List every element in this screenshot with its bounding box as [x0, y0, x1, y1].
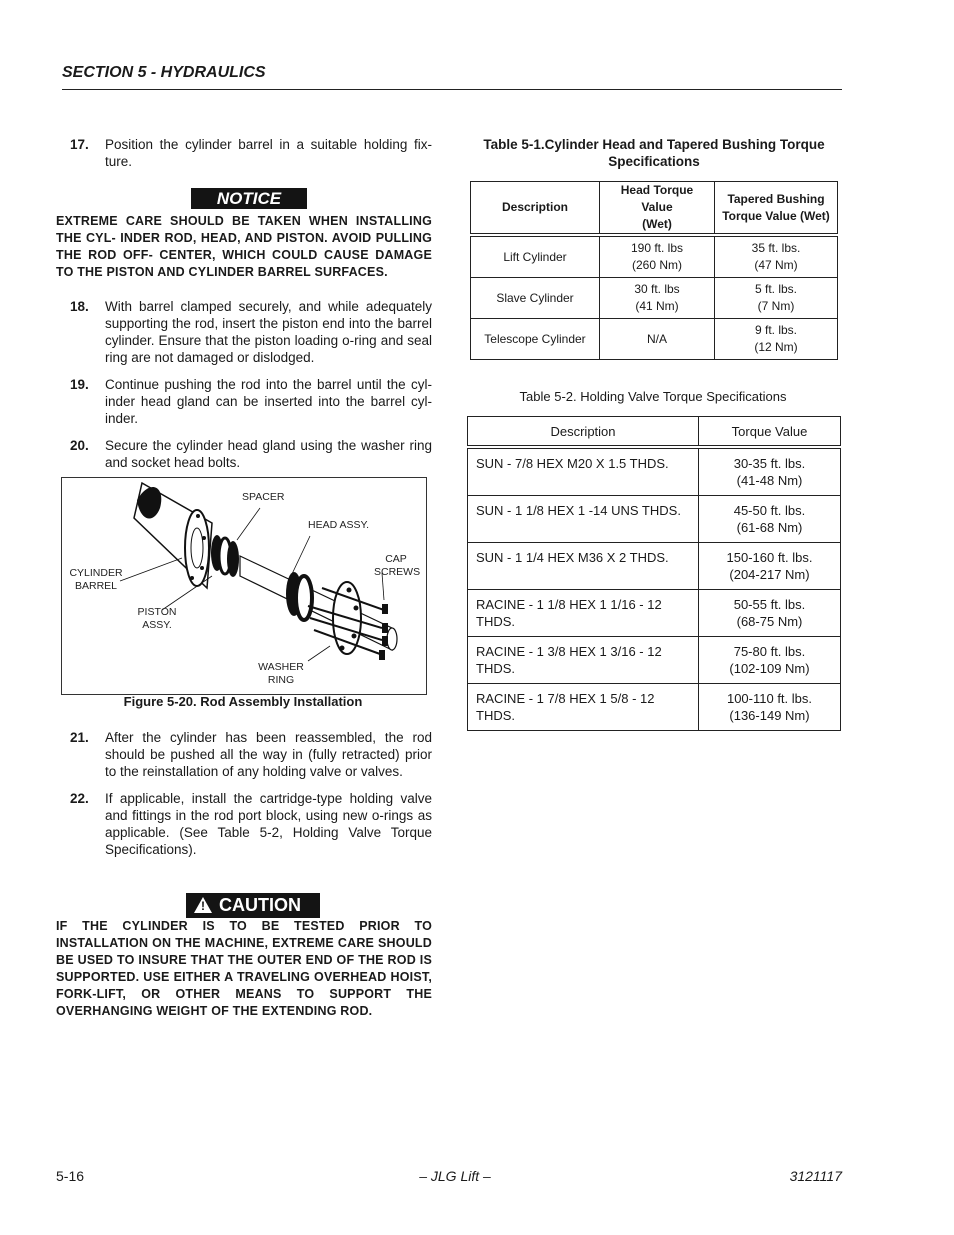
cell-text: Lift Cylinder: [503, 249, 567, 264]
cell: [715, 235, 838, 278]
label-cylinder-barrel: [68, 567, 124, 593]
cell-text: 100-110 ft. lbs.: [726, 691, 813, 706]
label-head-assy: HEAD ASSY.: [308, 519, 370, 531]
cell: [600, 235, 715, 278]
cell-text: (68-75 Nm): [736, 614, 803, 629]
cell-text: 30-35 ft. lbs.: [733, 456, 806, 471]
cell-torque: [699, 496, 841, 543]
header-description: [471, 182, 600, 236]
cell-text: 45-50 ft. lbs.: [733, 503, 806, 518]
cell-text: 50-55 ft. lbs.: [733, 597, 806, 612]
step-text: Secure the cylinder head gland using the washer ring and socket head bolts.: [105, 438, 432, 470]
caution-label: [186, 893, 320, 918]
cell: [600, 319, 715, 360]
notice-label: NOTICE: [191, 188, 307, 209]
cell: [471, 235, 600, 278]
cell-text: 30 ft. lbs: [634, 282, 680, 296]
header-text: Torque Value (Wet): [722, 208, 830, 223]
cell-torque: [699, 684, 841, 731]
table2-title: Table 5-2. Holding Valve Torque Specifications: [519, 389, 787, 404]
footer-publisher: – JLG Lift –: [419, 1168, 491, 1184]
cell-text: (41-48 Nm): [736, 473, 803, 488]
rod-assembly-figure: [61, 477, 427, 695]
cell-text: Telescope Cylinder: [484, 331, 586, 346]
cell-text: (204-217 Nm): [729, 567, 810, 582]
cell: [715, 319, 838, 360]
cell-description: RACINE - 1 1/8 HEX 1 1/16 - 12 THDS.: [468, 590, 699, 637]
step-text: With barrel clamped securely, and while adequately supporting the rod, insert the piston end into the barrel cylinder. Ensure that the piston loading o-ring and seal ring are not damaged or dislodged.: [105, 299, 432, 365]
cell-text: 9 ft. lbs.: [754, 323, 798, 337]
label-cap-screws: [374, 553, 421, 579]
cell-text: (41 Nm): [635, 299, 679, 313]
label-piston-assy: [134, 606, 180, 632]
step-19: [70, 376, 432, 427]
header-text: Head Torque Value: [620, 183, 694, 214]
label-piston-assy-line1: PISTON: [137, 606, 177, 618]
step-17: [70, 136, 432, 170]
cell-description: SUN - 1 1/4 HEX M36 X 2 THDS.: [468, 543, 699, 590]
cell-description: RACINE - 1 3/8 HEX 1 3/16 - 12 THDS.: [468, 637, 699, 684]
header-text: (Wet): [642, 217, 672, 231]
cell-text: 5 ft. lbs.: [754, 282, 798, 296]
cell-text: 75-80 ft. lbs.: [733, 644, 806, 659]
label-washer-ring-line1: WASHER: [258, 661, 304, 673]
table1-title-line2: Specifications: [608, 154, 700, 169]
table-row: [468, 496, 841, 543]
table-row: [468, 447, 841, 496]
step-22: [70, 790, 432, 858]
step-text: Position the cylinder barrel in a suitable holding fix- ture.: [105, 137, 432, 169]
header-torque-value: Torque Value: [699, 417, 841, 448]
step-text: Continue pushing the rod into the barrel until the cyl- inder head gland can be inserted into the barrel cyl- inder.: [105, 377, 432, 426]
label-cap-screws-line2: SCREWS: [374, 566, 421, 578]
step-number: 20.: [70, 438, 89, 453]
figure-caption: Figure 5-20. Rod Assembly Installation: [123, 694, 363, 709]
cell: [471, 278, 600, 319]
label-washer-ring: [256, 661, 306, 687]
table-row: [468, 590, 841, 637]
table-row: [471, 278, 838, 319]
cell: [600, 278, 715, 319]
label-cylinder-barrel-line1: CYLINDER: [69, 567, 123, 579]
cell-torque: [699, 637, 841, 684]
table-header-row: [468, 417, 841, 448]
table1-title: [470, 136, 838, 170]
label-cylinder-barrel-line2: BARREL: [74, 580, 117, 592]
cell-description: SUN - 1 1/8 HEX 1 -14 UNS THDS.: [468, 496, 699, 543]
header-text: Tapered Bushing: [727, 191, 825, 206]
step-number: 19.: [70, 377, 89, 392]
page-number: 5-16: [56, 1168, 85, 1184]
holding-valve-torque-table: [467, 416, 841, 731]
header-text: Description: [501, 200, 568, 214]
cell-text: Slave Cylinder: [496, 290, 574, 305]
table1-title-line1: Table 5-1.Cylinder Head and Tapered Bushing Torque: [483, 137, 825, 152]
header-head-torque: [600, 182, 715, 236]
cell-description: RACINE - 1 7/8 HEX 1 5/8 - 12 THDS.: [468, 684, 699, 731]
table-row: [468, 637, 841, 684]
cell-torque: [699, 543, 841, 590]
table-row: [468, 543, 841, 590]
label-cap-screws-line1: CAP: [385, 553, 407, 565]
step-number: 22.: [70, 791, 89, 806]
table-row: [471, 235, 838, 278]
section-title: SECTION 5 - HYDRAULICS: [62, 64, 266, 81]
cell: [471, 319, 600, 360]
cell-text: (47 Nm): [754, 258, 798, 272]
notice-text: EXTREME CARE SHOULD BE TAKEN WHEN INSTALLING THE CYL- INDER ROD, HEAD, AND PISTON. AVOID PULLING THE ROD OFF- CENTER, WHICH COULD CAUSE DAMAGE TO THE PISTON AND CYLINDER BARREL SURFACES.: [56, 214, 432, 279]
cell-text: 150-160 ft. lbs.: [726, 550, 813, 565]
label-washer-ring-line2: RING: [267, 674, 295, 686]
cell-torque: [699, 447, 841, 496]
table-header-row: [471, 182, 838, 236]
step-20: [70, 437, 432, 471]
caution-word: CAUTION: [219, 895, 301, 915]
cell-text: (61-68 Nm): [736, 520, 803, 535]
step-number: 17.: [70, 137, 89, 152]
cell: [715, 278, 838, 319]
step-number: 21.: [70, 730, 89, 745]
cell-text: (12 Nm): [754, 340, 798, 354]
header-tapered-bushing: [715, 182, 838, 236]
label-spacer: SPACER: [242, 491, 285, 503]
exclamation-icon: !: [201, 899, 205, 913]
document-number: 3121117: [789, 1168, 842, 1184]
cell-text: 190 ft. lbs: [630, 241, 684, 255]
cell-torque: [699, 590, 841, 637]
step-number: 18.: [70, 299, 89, 314]
header-rule: [62, 89, 842, 90]
step-text: If applicable, install the cartridge-type holding valve and fittings in the rod port block, using new o-rings as applicable. (See Table 5-2, Holding Valve Torque Specifications).: [105, 791, 432, 857]
cell-text: (102-109 Nm): [729, 661, 810, 676]
cylinder-torque-table: [470, 181, 838, 360]
step-21: [70, 729, 432, 780]
cell-text: 35 ft. lbs.: [751, 241, 801, 255]
table-row: [468, 684, 841, 731]
cell-text: N/A: [646, 331, 667, 346]
header-description: Description: [468, 417, 699, 448]
step-text: After the cylinder has been reassembled, the rod should be pushed all the way in (fully retracted) prior to the reinstallation of any holding valve or valves.: [105, 730, 432, 779]
table-row: [471, 319, 838, 360]
cell-text: (260 Nm): [631, 258, 682, 272]
label-piston-assy-line2: ASSY.: [142, 619, 172, 631]
caution-text: IF THE CYLINDER IS TO BE TESTED PRIOR TO INSTALLATION ON THE MACHINE, EXTREME CARE SHOULD BE USED TO INSURE THAT THE OUTER END OF THE ROD IS SUPPORTED. USE EITHER A TRAVELING OVERHEAD HOIST, FORK-LIFT, OR OTHER MEANS TO SUPPORT THE OVERHANGING WEIGHT OF THE EXTENDING ROD.: [56, 919, 432, 1018]
step-18: [70, 298, 432, 366]
cell-text: (7 Nm): [757, 299, 795, 313]
cell-description: SUN - 7/8 HEX M20 X 1.5 THDS.: [468, 447, 699, 496]
cell-text: (136-149 Nm): [729, 708, 810, 723]
